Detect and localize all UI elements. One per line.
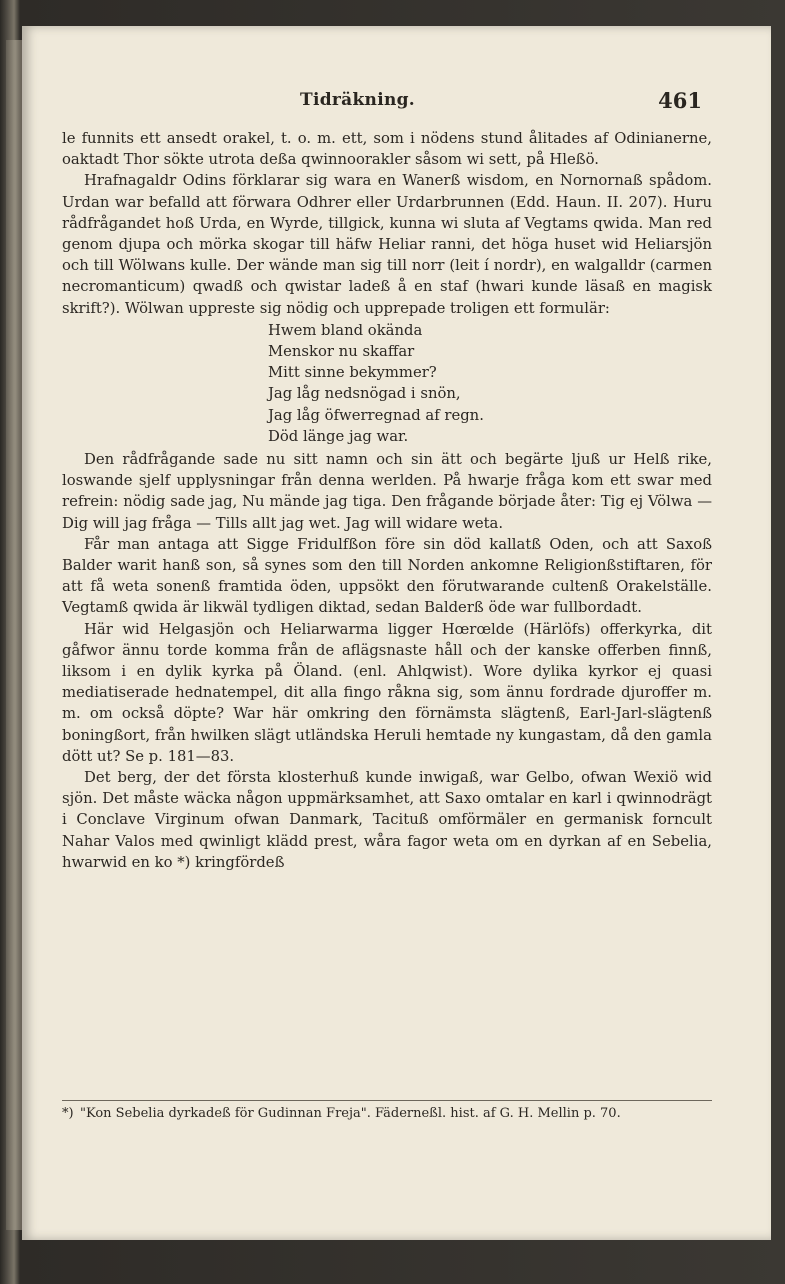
paragraph-4: Får man antaga att Sigge Fridulfßon före sin död kallatß Oden, och att Saxoß Balder warit hanß son, så synes som den till Norden ankomne Religionßstiftaren, för att få weta sonenß framtida öden, uppsökt den förutwarande cultenß Orakelställe. Vegtamß qwida är likwäl tydligen diktad, sedan Balderß öde war fullbordadt. — [62, 535, 712, 617]
page-header — [62, 90, 702, 116]
paragraph-1: le funnits ett ansedt orakel, t. o. m. ett, som i nödens stund ålitades af Odinianerne, oaktadt Thor sökte utrota deßa qwinnoorakler såsom wi sett, på Hleßö. — [62, 130, 712, 169]
poem-line: Mitt sinne bekymmer? — [268, 364, 437, 382]
paragraph-6: Det berg, der det första klosterhuß kunde inwigaß, war Gelbo, ofwan Wexiö wid sjön. Det måste wäcka någon uppmärksamhet, att Saxo omtalar en karl i qwinnodrägt i Conclave Virginum ofwan Danmark, Tacituß omförmäler en germanisk forncult Nahar Valos med qwinligt klädd prest, wåra fagor weta om en dyrkan af en Sebelia, hwarwid en ko *) kringfördeß — [62, 769, 712, 871]
footnote-mark: *) — [62, 1106, 74, 1121]
footnote-text: "Kon Sebelia dyrkadeß för Gudinnan Freja". Fäderneßl. hist. af G. H. Mellin p. 70. — [80, 1106, 621, 1121]
footnote — [62, 1104, 712, 1123]
poem — [268, 320, 712, 447]
running-head: Tidräkning. — [300, 90, 416, 110]
paragraph-5: Här wid Helgasjön och Heliarwarma ligger Hœrœlde (Härlöfs) offerkyrka, dit gåfwor ännu torde komma från de aflägsnaste håll och der kanske offerben finnß, liksom i en dylik kyrka på Öland. (enl. Ahlqwist). Wore dylika kyrkor ej quasi mediatiserade hednatempel, dit alla fingo råkna sig, som ännu fordrade djuroffer m. m. om också döpte? War här omkring den förnämsta slägtenß, Earl-Jarl-slägtenß boningßort, från hwilken slägt utländska Heruli hemtade ny kungastam, då den gamla dött ut? Se p. 181—83. — [62, 620, 712, 765]
page-number: 461 — [658, 88, 702, 113]
poem-line: Jag låg öfwerregnad af regn. — [268, 406, 484, 424]
footnote-divider — [62, 1100, 712, 1101]
poem-line: Jag låg nedsnögad i snön, — [268, 385, 461, 403]
paragraph-2: Hrafnagaldr Odins förklarar sig wara en Wanerß wisdom, en Nornornaß spådom. Urdan war befalld att förwara Odhrer eller Urdarbrunnen (Edd. Haun. II. 207). Huru rådfrågandet hoß Urda, en Wyrde, tillgick, kunna wi sluta af Vegtams qwida. Man red genom djupa och mörka skogar till häfw Heliar ranni, det höga huset wid Heliarsjön och till Wölwans kulle. Der wände man sig till norr (leit í nordr), en walgalldr (carmen necromanticum) qwadß och qwistar ladeß å en staf (hwari kunde läsaß en magisk skrift?). Wölwan uppreste sig nödig och upprepade troligen ett formulär: — [62, 172, 712, 317]
poem-line: Död länge jag war. — [268, 427, 409, 445]
body-text — [62, 128, 712, 873]
poem-line: Hwem bland okända — [268, 321, 423, 339]
page-stack-edge — [6, 40, 22, 1230]
paragraph-3: Den rådfrågande sade nu sitt namn och sin ätt och begärte ljuß ur Helß rike, loswande sjelf upplysningar från denna werlden. På hwarje fråga kom ett swar med refrein: nödig sade jag, Nu mände jag tiga. Den frågande började åter: Tig ej Völwa — Dig will jag fråga — Tills allt jag wet. Jag will widare weta. — [62, 450, 712, 532]
poem-line: Menskor nu skaffar — [268, 343, 415, 361]
